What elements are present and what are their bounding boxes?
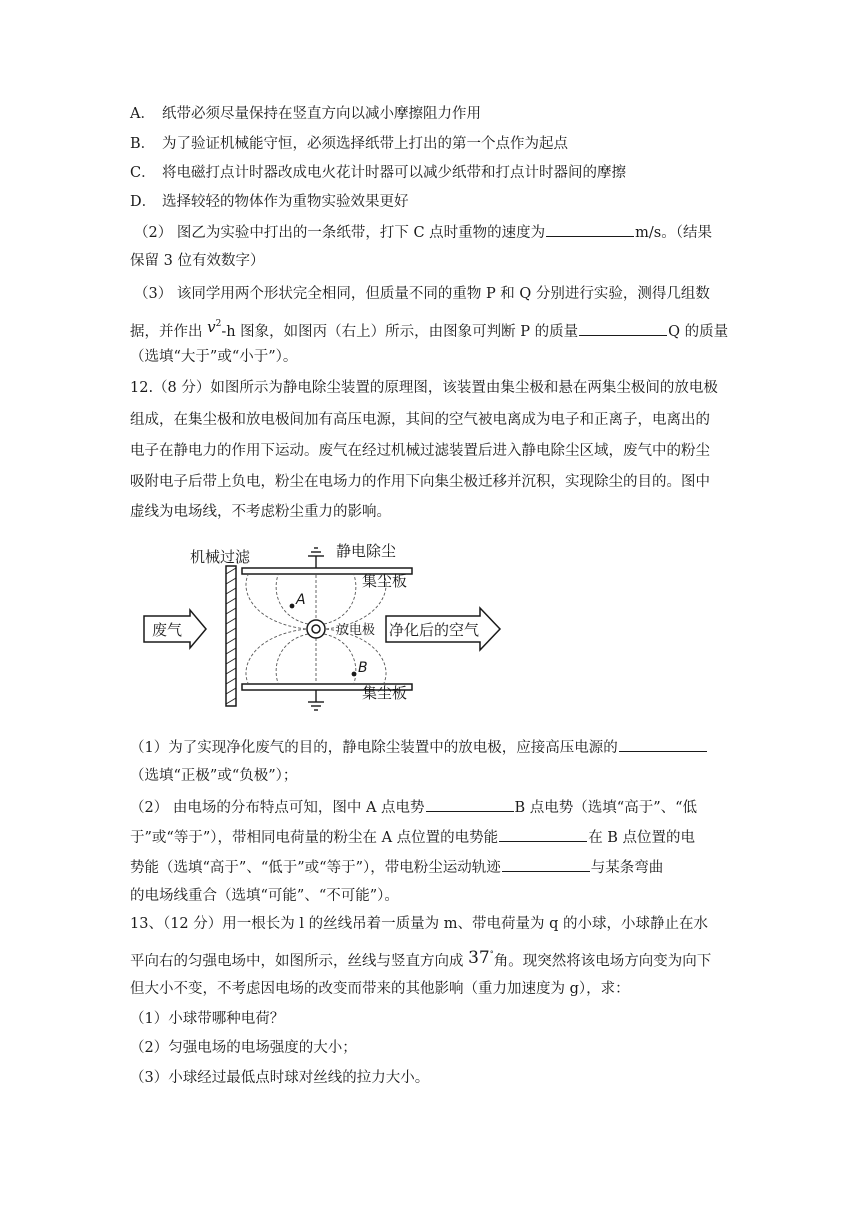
filter-label: 机械过滤 [190, 548, 251, 566]
question-text: （选填“大于”或“小于”）。 [130, 349, 298, 365]
electrode-label: 放电极 [336, 623, 376, 638]
q11-3-line1 [134, 284, 710, 304]
angle-number: 37 [468, 947, 490, 968]
question-text: （3） 该同学用两个形状完全相同，但质量不同的重物 P 和 Q 分别进行实验，测得几组数 [134, 286, 710, 302]
option-letter: C． [130, 165, 156, 181]
q12-2-line2 [130, 827, 695, 848]
outlet-label: 净化后的空气 [389, 621, 480, 639]
filter-plate [226, 566, 236, 706]
q12-line: 12.（8 分）如图所示为静电除尘装置的原理图，该装置由集尘极和悬在两集尘极间的放电极 [130, 380, 718, 396]
ground-symbol-top [308, 548, 324, 568]
q11-3-line3 [130, 347, 297, 367]
option-a [130, 104, 481, 124]
question-text: B 点电势（选填“高于”、“低 [514, 800, 698, 816]
option-letter: B． [130, 136, 156, 152]
option-b [130, 134, 568, 154]
option-c [130, 163, 626, 183]
v-symbol: v [207, 318, 216, 336]
q11-3-line2 [130, 318, 728, 342]
q12-1-line1 [130, 737, 708, 758]
point-b-dot [352, 672, 357, 677]
answer-blank[interactable] [579, 321, 667, 336]
angle-degree: ° [489, 949, 494, 958]
answer-blank[interactable] [546, 222, 634, 237]
ground-symbol-bottom [308, 690, 324, 710]
v-exponent: 2 [215, 319, 222, 329]
question-text: Q 的质量 [668, 324, 729, 340]
option-text: 为了验证机械能守恒，必须选择纸带上打出的第一个点作为起点 [162, 136, 568, 152]
q12-2-line4 [130, 886, 399, 906]
question-text: 角。现突然将该电场方向变为向下 [493, 953, 712, 970]
q11-2-line2 [130, 251, 264, 271]
question-text: 据，并作出 [130, 324, 203, 340]
precipitator-figure [140, 538, 510, 728]
question-text: 平向右的匀强电场中，如图所示，丝线与竖直方向成 [130, 953, 464, 970]
inlet-label: 废气 [152, 621, 183, 639]
q12-1-line2 [130, 766, 297, 786]
q12-line: 吸附电子后带上负电，粉尘在电场力的作用下向集尘极迁移并沉积，实现除尘的目的。图中 [130, 474, 710, 490]
point-b-label: B [358, 660, 368, 676]
question-text: 与某条弯曲 [590, 860, 664, 876]
question-text: （1）为了实现净化废气的目的，静电除尘装置中的放电极，应接高压电源的 [130, 740, 618, 756]
q12-line: 组成，在集尘极和放电极间加有高压电源，其间的空气被电离成为电子和正离子，电离出的 [130, 412, 710, 428]
plate-bottom-label: 集尘板 [362, 684, 408, 702]
question-text: -h 图象，如图丙（右上）所示，由图象可判断 P 的质量 [221, 324, 579, 340]
question-text: 在 B 点位置的电 [588, 830, 696, 846]
option-letter: D． [130, 194, 157, 210]
option-d [130, 192, 409, 212]
option-text: 纸带必须尽量保持在竖直方向以减小摩擦阻力作用 [162, 106, 481, 122]
q13-item: （2）匀强电场的电场强度的大小； [130, 1040, 357, 1056]
plate-top-label: 集尘板 [362, 572, 408, 590]
q12-2-line3 [130, 857, 663, 878]
question-text: 但大小不变，不考虑因电场的改变而带来的其他影响（重力加速度为 g），求： [130, 981, 630, 997]
v-squared-symbol [207, 318, 221, 336]
option-text: 将电磁打点计时器改成电火花计时器可以减少纸带和打点计时器间的摩擦 [162, 165, 626, 181]
answer-blank[interactable] [619, 737, 707, 752]
answer-blank[interactable] [502, 857, 590, 872]
q11-2-line1 [134, 222, 712, 243]
option-text: 选择较轻的物体作为重物实验效果更好 [162, 194, 409, 210]
question-text: （选填“正极”或“负极”）； [130, 768, 298, 784]
q13-line2 [130, 947, 711, 972]
question-text: 势能（选填“高于”、“低于”或“等于”），带电粉尘运动轨迹 [130, 860, 501, 876]
question-text: 的电场线重合（选填“可能”、“不可能”）。 [130, 888, 399, 904]
point-a-dot [290, 604, 295, 609]
q12-2-line1 [130, 797, 697, 818]
precipitator-diagram [140, 538, 510, 728]
question-text: m/s。（结果 [635, 225, 712, 241]
question-text: （2） 由电场的分布特点可知，图中 A 点电势 [130, 800, 425, 816]
question-text: （2） 图乙为实验中打出的一条纸带，打下 C 点时重物的速度为 [134, 225, 546, 241]
q13-line3 [130, 979, 630, 999]
point-a-label: A [296, 592, 306, 608]
q12-line: 电子在静电力的作用下运动。废气在经过机械过滤装置后进入静电除尘区域，废气中的粉尘 [130, 443, 710, 459]
discharge-electrode-inner [312, 625, 320, 633]
q12-line: 虚线为电场线，不考虑粉尘重力的影响。 [130, 504, 391, 520]
question-text: 13、（12 分）用一根长为 l 的丝线吊着一质量为 m、带电荷量为 q 的小球，小球静止在水 [130, 916, 708, 932]
q13-line1 [130, 914, 708, 934]
question-text: 于”或“等于”），带相同电荷量的粉尘在 A 点位置的电势能 [130, 830, 499, 846]
q13-item: （3）小球经过最低点时球对丝线的拉力大小。 [130, 1070, 430, 1086]
q13-item: （1）小球带哪种电荷？ [130, 1011, 285, 1027]
angle-value [468, 948, 494, 968]
answer-blank[interactable] [426, 797, 514, 812]
answer-blank[interactable] [499, 827, 587, 842]
option-letter: A． [130, 106, 155, 122]
title-label: 静电除尘 [336, 542, 397, 560]
question-text: 保留 3 位有效数字） [130, 253, 265, 269]
